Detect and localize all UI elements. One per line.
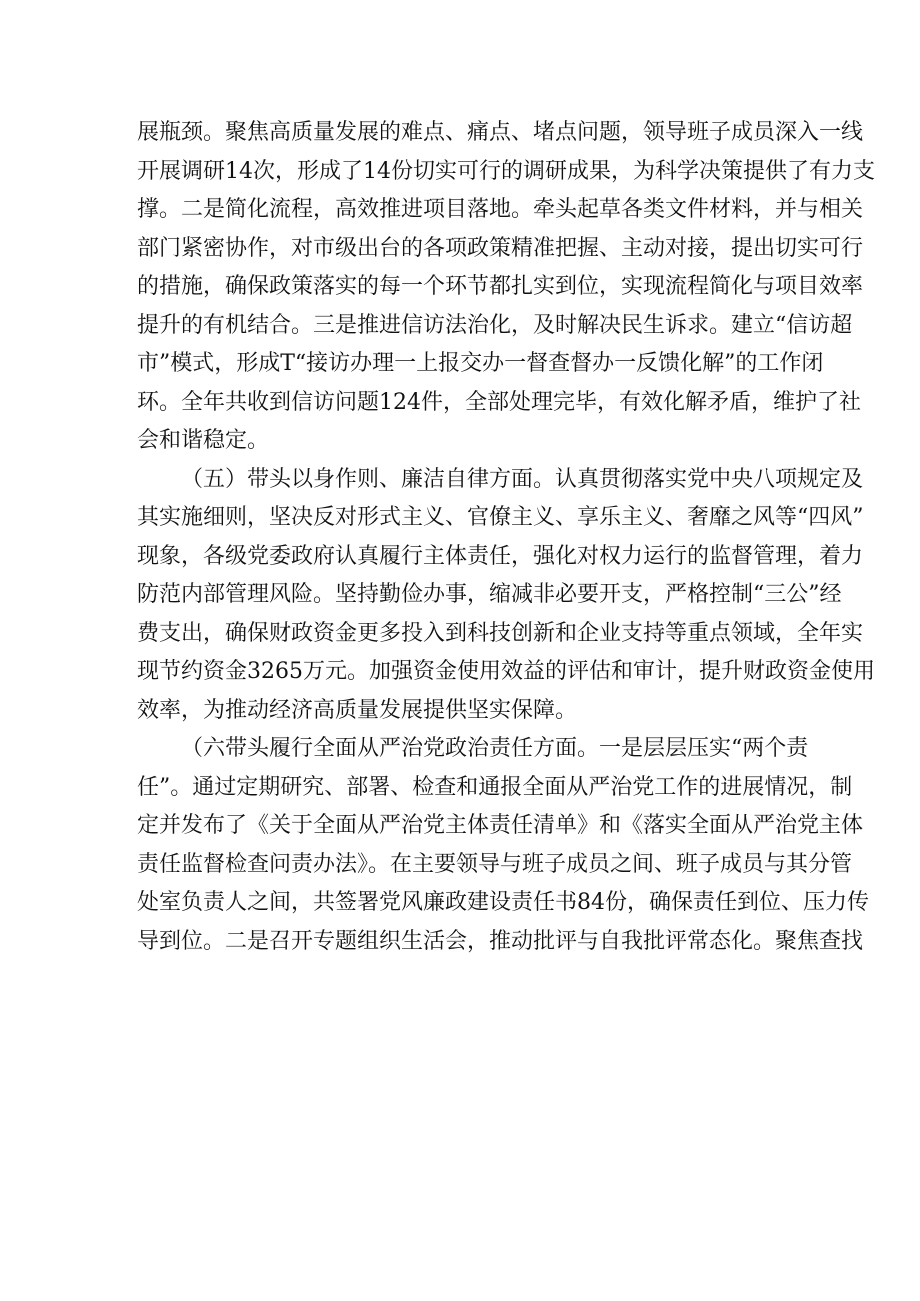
- paragraph-2: [137, 461, 875, 731]
- text-line: 撑。二是简化流程，高效推进项目落地。牵头起草各类文件材料，并与相关: [137, 197, 864, 222]
- paragraph-1: [137, 114, 875, 461]
- text-line: 责任监督检查问责办法》。在主要领导与班子成员之间、班子成员与其分管: [137, 851, 853, 877]
- text-line: （五）带头以身作则、廉洁自律方面。认真贯彻落实党中央八项规定及: [181, 466, 864, 492]
- text-line: 任”。通过定期研究、部署、检查和通报全面从严治党工作的进展情况，制: [137, 774, 853, 800]
- text-line: 处室负责人之间，共签署党风廉政建设责任书84份，确保责任到位、压力传: [137, 890, 869, 915]
- text-line: （六带头履行全面从严治党政治责任方面。一是层层压实“两个责: [181, 736, 809, 761]
- text-line: 效率，为推动经济高质量发展提供坚实保障。: [137, 697, 578, 723]
- text-line: 导到位。二是召开专题组织生活会，推动批评与自我批评常态化。聚焦查找: [137, 928, 864, 954]
- text-line: 定并发布了《关于全面从严治党主体责任清单》和《落实全面从严治党主体: [137, 813, 864, 838]
- paragraph-3: [137, 730, 869, 961]
- text-line: 提升的有机结合。三是推进信访法治化，及时解决民生诉求。建立“信访超: [137, 312, 853, 338]
- text-line: 展瓶颈。聚焦高质量发展的难点、痛点、堵点问题，领导班子成员深入一线: [137, 120, 864, 145]
- text-line: 现象，各级党委政府认真履行主体责任，强化对权力运行的监督管理，着力: [137, 543, 864, 569]
- text-line: 开展调研14次，形成了14份切实可行的调研成果，为科学决策提供了有力支: [137, 158, 875, 184]
- text-line: 的措施，确保政策落实的每一个环节都扎实到位，实现流程简化与项目效率: [137, 274, 864, 299]
- text-line: 部门紧密协作，对市级出台的各项政策精准把握、主动对接，提出切实可行: [137, 235, 864, 261]
- text-line: 其实施细则，坚决反对形式主义、官僚主义、享乐主义、奢靡之风等“四风”: [137, 505, 864, 530]
- text-line: 防范内部管理风险。坚持勤俭办事，缩减非必要开支，严格控制“三公”经: [137, 582, 842, 607]
- text-line: 现节约资金3265万元。加强资金使用效益的评估和审计，提升财政资金使用: [137, 659, 875, 684]
- text-line: 费支出，确保财政资金更多投入到科技创新和企业支持等重点领域，全年实: [137, 620, 864, 646]
- document-body: [137, 114, 875, 961]
- text-line: 环。全年共收到信访问题124件，全部处理完毕，有效化解矛盾，维护了社: [137, 389, 861, 415]
- text-line: 市”模式，形成T“接访办理一上报交办一督查督办一反馈化解”的工作闭: [137, 351, 824, 376]
- text-line: 会和谐稳定。: [137, 428, 270, 453]
